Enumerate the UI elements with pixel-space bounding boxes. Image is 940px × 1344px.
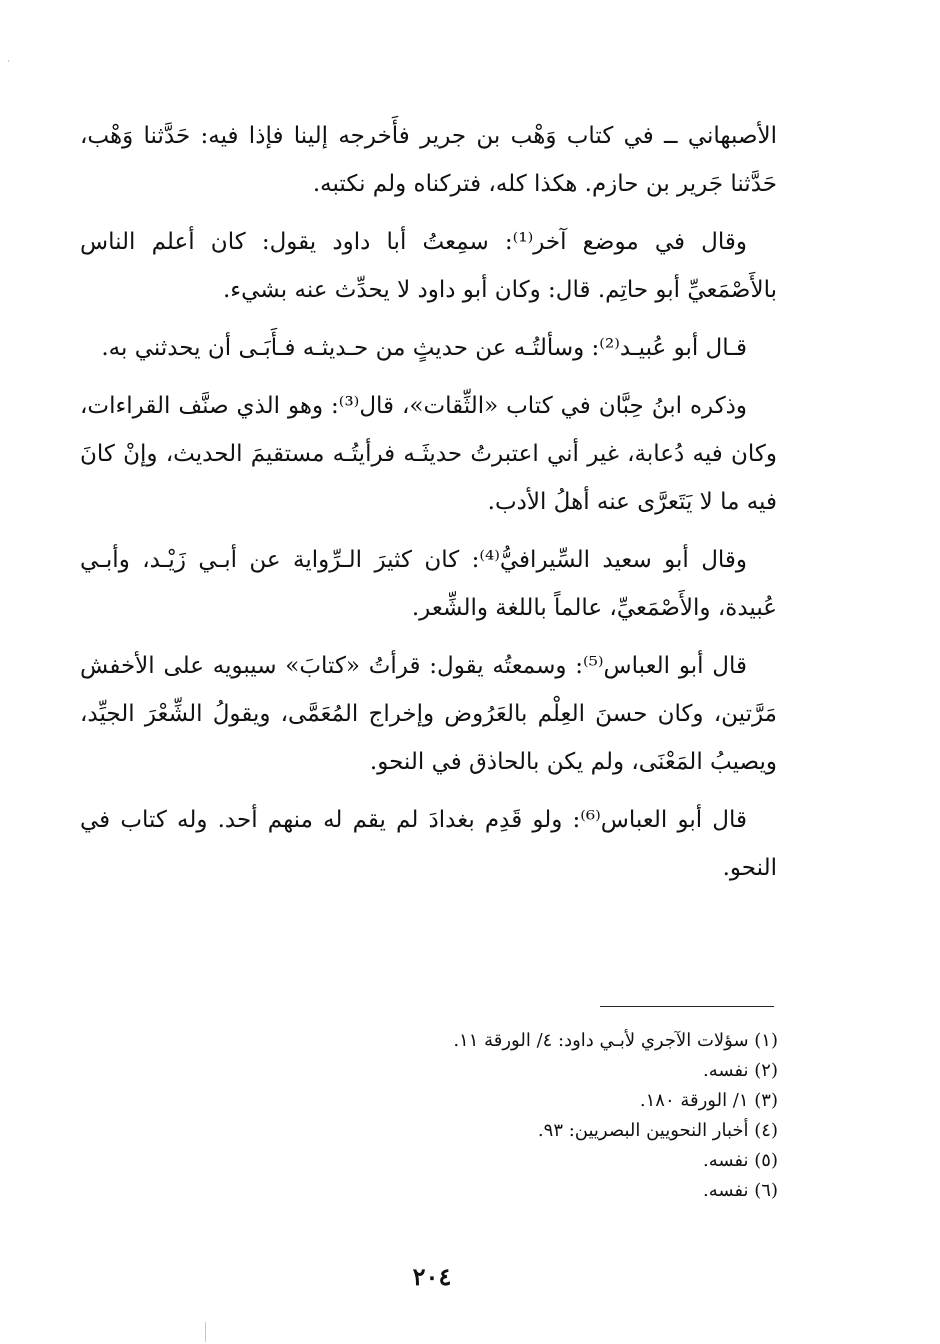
paragraph-1: الأصبهاني ــ في كتاب وَهْب بن جرير فأَخرجه إلينا فإذا فيه: حَدَّثنا وَهْب، حَدَّثنا جَرير بن حازم. هكذا كله، فتركناه ولم نكتبه. <box>80 123 777 197</box>
footnote-5: (٥) نفسه. <box>703 1150 778 1171</box>
paragraph-5: وقال أبو سعيد السِّيرافيُّ⁽⁴⁾: كان كثيرَ الـرِّواية عن أبـي زَيْـد، وأبـي عُبيدة، والأَصْمَعيِّ، عالماً باللغة والشِّعر. <box>80 547 777 621</box>
main-text <box>80 112 777 902</box>
footnote-1: (١) سؤلات الآجري لأبـي داود: ٤/ الورقة ١١. <box>453 1030 778 1051</box>
scan-edge-mark <box>8 60 9 62</box>
paragraph-4: وذكره ابنُ حِبَّان في كتاب «الثِّقات»، قال⁽³⁾: وهو الذي صنَّف القراءات، وكان فيه دُعابة، غير أني اعتبرتُ حديثَـه فرأيتُـه مستقيمَ الحديث، وإنْ كانَ فيه ما لا يَتَعرَّى عنه أهلُ الأدب. <box>80 393 777 515</box>
footnote-4: (٤) أخبار النحويين البصريين: ٩٣. <box>537 1120 778 1141</box>
scan-edge-mark <box>205 1322 206 1342</box>
footnote-6: (٦) نفسه. <box>703 1180 778 1201</box>
paragraph-6: قال أبو العباس⁽⁵⁾: وسمعتُه يقول: قرأتُ «كتابَ» سيبويه على الأخفش مَرَّتين، وكان حسنَ العِلْم بالعَرُوض وإخراج المُعَمَّى، ويقولُ الشِّعْرَ الجيِّد، ويصيبُ المَعْنَى، ولم يكن بالحاذق في النحو. <box>80 653 777 775</box>
footnote-3: (٣) ١/ الورقة ١٨٠. <box>639 1090 778 1111</box>
paragraph-3: قـال أبو عُبيـد⁽²⁾: وسألتُـه عن حديثٍ من حـديثـه فـأَبَـى أن يحدثني به. <box>101 335 747 361</box>
page-number: ٢٠٤ <box>412 1262 452 1291</box>
footnotes <box>300 1026 778 1206</box>
paragraph-2: وقال في موضع آخر⁽¹⁾: سمِعتُ أبا داود يقول: كان أعلم الناس بالأَصْمَعيِّ أبو حاتِم. قال: وكان أبو داود لا يحدِّث عنه بشيء. <box>80 229 777 303</box>
footnote-2: (٢) نفسه. <box>703 1060 778 1081</box>
footnote-divider <box>600 1006 774 1007</box>
paragraph-7: قال أبو العباس⁽⁶⁾: ولو قَدِم بغدادَ لم يقم له منهم أحد. وله كتاب في النحو. <box>80 807 777 881</box>
